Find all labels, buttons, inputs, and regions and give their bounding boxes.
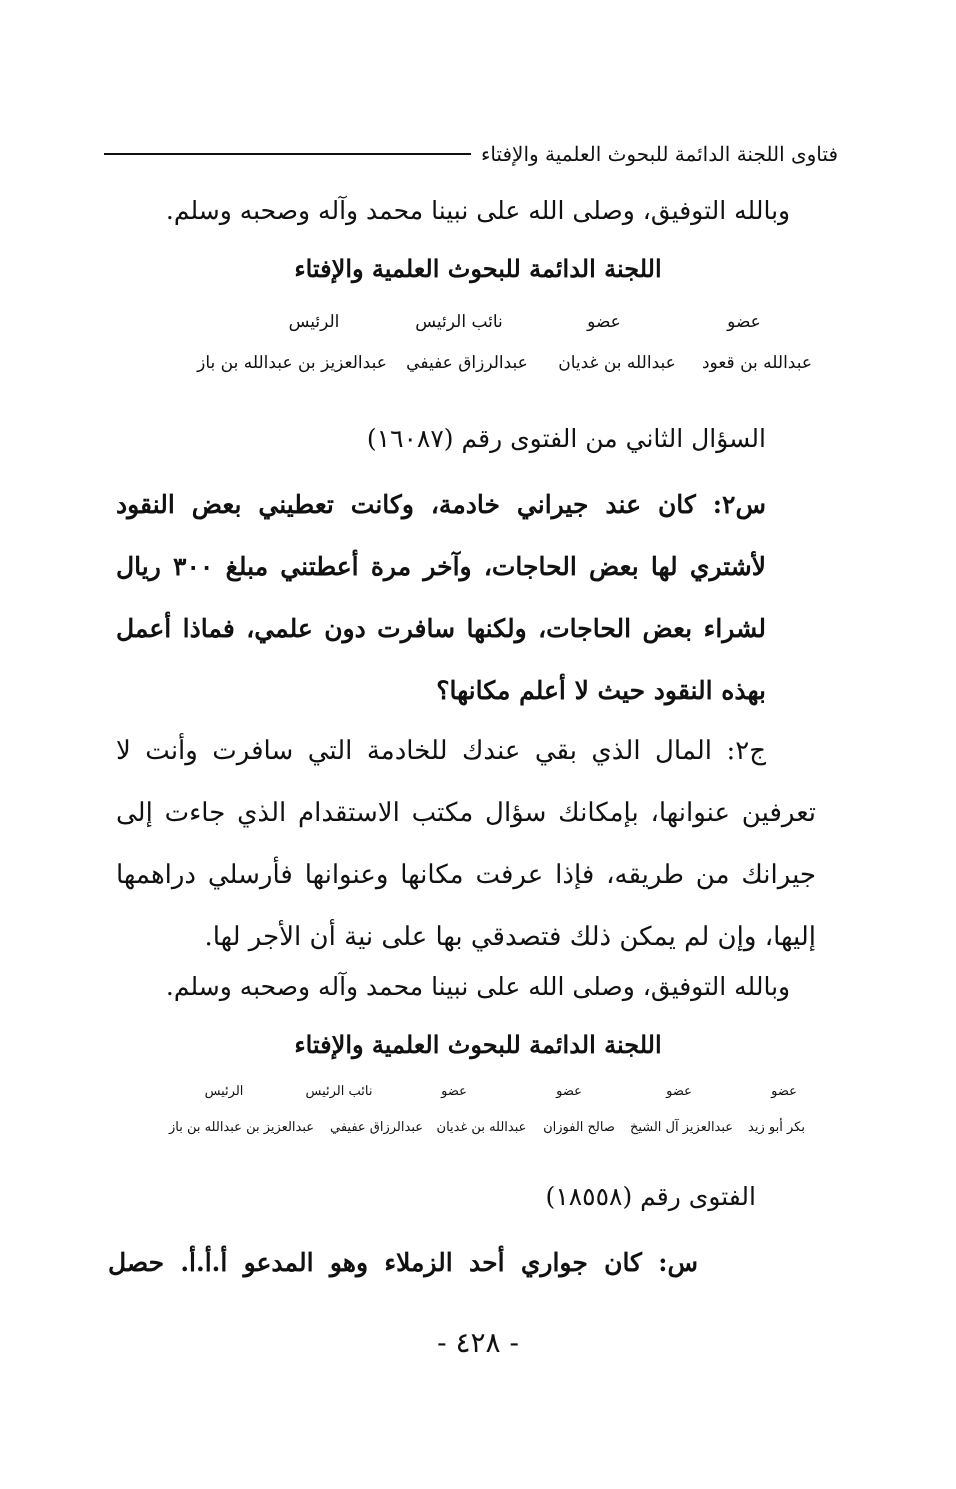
answer-line: ج٢: المال الذي بقي عندك للخادمة التي سافرت وأنت لا bbox=[116, 736, 766, 766]
role-member: عضو bbox=[556, 1084, 582, 1099]
signatory-names bbox=[159, 1120, 814, 1135]
signatory-name: بكر أبو زيد bbox=[748, 1120, 805, 1135]
signatory-names bbox=[192, 353, 822, 373]
signatory-name: عبدالله بن قعود bbox=[701, 353, 812, 373]
role-president: الرئيس bbox=[204, 1084, 244, 1099]
page-number: - ٤٢٨ - bbox=[437, 1326, 519, 1359]
signatory-name: عبدالله بن غديان bbox=[558, 353, 676, 373]
question-line: لأشتري لها بعض الحاجات، وآخر مرة أعطتني مبلغ ٣٠٠ ريال bbox=[116, 552, 767, 581]
role-member: عضو bbox=[771, 1084, 797, 1099]
role-president: الرئيس bbox=[288, 312, 340, 332]
header-rule bbox=[104, 153, 471, 155]
signatory-roles bbox=[164, 1084, 834, 1099]
question-line: س٢: كان عند جيراني خادمة، وكانت تعطيني بعض النقود bbox=[116, 490, 766, 519]
answer-line: إليها، وإن لم يمكن ذلك فتصدقي بها على نية أن الأجر لها. bbox=[204, 922, 816, 952]
signatory-name: عبدالرزاق عفيفي bbox=[329, 1120, 424, 1135]
role-member: عضو bbox=[666, 1084, 692, 1099]
running-title: فتاوى اللجنة الدائمة للبحوث العلمية والإفتاء bbox=[480, 142, 838, 166]
role-member: عضو bbox=[441, 1084, 467, 1099]
question-line: لشراء بعض الحاجات، ولكنها سافرت دون علمي، فماذا أعمل bbox=[116, 614, 766, 643]
question-line: س: كان جواري أحد الزملاء وهو المدعو أ.أ.أ. حصل bbox=[108, 1248, 698, 1277]
fatwa-heading: الفتوى رقم (١٨٥٥٨) bbox=[545, 1182, 756, 1211]
role-member: عضو bbox=[727, 312, 761, 332]
running-header bbox=[104, 138, 838, 170]
signatory-name: صالح الفوزان bbox=[543, 1120, 615, 1135]
signatory-name: عبدالرزاق عفيفي bbox=[406, 353, 528, 373]
signatory-name: عبدالعزيز آل الشيخ bbox=[629, 1120, 734, 1135]
role-vice-president: نائب الرئيس bbox=[415, 312, 503, 332]
answer-line: جيرانك من طريقه، فإذا عرفت مكانها وعنوانها فأرسلي دراهمها bbox=[116, 860, 816, 890]
role-member: عضو bbox=[587, 312, 621, 332]
answer-line: تعرفين عنوانها، بإمكانك سؤال مكتب الاستقدام الذي جاءت إلى bbox=[116, 798, 816, 828]
committee-title: اللجنة الدائمة للبحوث العلمية والإفتاء bbox=[294, 254, 662, 283]
role-vice-president: نائب الرئيس bbox=[305, 1084, 373, 1099]
closing-formula: وبالله التوفيق، وصلى الله على نبينا محمد وآله وصحبه وسلم. bbox=[165, 196, 791, 225]
signatory-name: عبدالعزيز بن عبدالله بن باز bbox=[168, 1120, 315, 1135]
committee-title: اللجنة الدائمة للبحوث العلمية والإفتاء bbox=[294, 1030, 662, 1059]
closing-formula: وبالله التوفيق، وصلى الله على نبينا محمد وآله وصحبه وسلم. bbox=[165, 972, 791, 1001]
signatory-roles bbox=[244, 312, 814, 332]
question-line: بهذه النقود حيث لا أعلم مكانها؟ bbox=[436, 676, 766, 705]
signatory-name: عبدالعزيز بن عبدالله بن باز bbox=[197, 353, 387, 373]
signatory-name: عبدالله بن غديان bbox=[436, 1120, 527, 1135]
fatwa-heading: السؤال الثاني من الفتوى رقم (١٦٠٨٧) bbox=[366, 424, 766, 453]
